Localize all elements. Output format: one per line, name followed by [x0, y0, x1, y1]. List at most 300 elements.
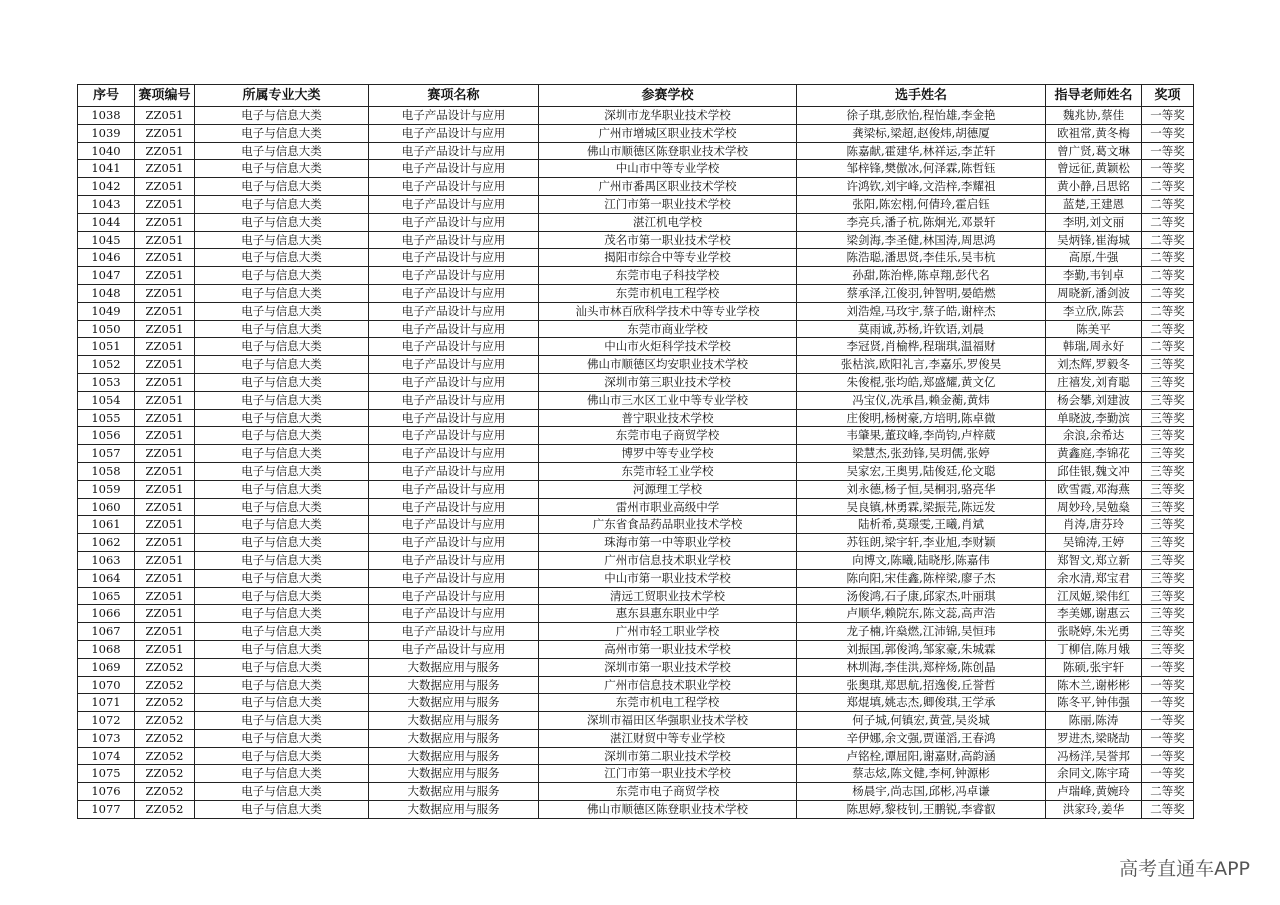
- cell-award: 二等奖: [1142, 338, 1194, 356]
- cell-contestants: 何子城,何镇宏,黄萱,吴炎城: [797, 712, 1046, 730]
- table-row: [78, 231, 1194, 249]
- cell-school: 湛江财贸中等专业学校: [539, 729, 797, 747]
- cell-school: 普宁职业技术学校: [539, 409, 797, 427]
- cell-school: 佛山市顺德区均安职业技术学校: [539, 356, 797, 374]
- table-row: [78, 587, 1194, 605]
- cell-school: 惠东县惠东职业中学: [539, 605, 797, 623]
- cell-contestants: 陈浩聪,潘思贤,李佳乐,吴韦杭: [797, 249, 1046, 267]
- cell-event-code: ZZ051: [135, 516, 195, 534]
- cell-instructors: 欧雪霞,邓海燕: [1046, 480, 1142, 498]
- cell-index: 1054: [78, 391, 135, 409]
- header-event-code: 赛项编号: [135, 85, 195, 107]
- cell-index: 1044: [78, 213, 135, 231]
- cell-category: 电子与信息大类: [195, 249, 369, 267]
- cell-instructors: 周晓新,潘剑波: [1046, 284, 1142, 302]
- cell-school: 深圳市福田区华强职业技术学校: [539, 712, 797, 730]
- cell-award: 三等奖: [1142, 551, 1194, 569]
- cell-instructors: 陈硕,张宇轩: [1046, 658, 1142, 676]
- cell-school: 东莞市电子科技学校: [539, 267, 797, 285]
- cell-event-code: ZZ051: [135, 551, 195, 569]
- table-row: [78, 498, 1194, 516]
- table-row: [78, 623, 1194, 641]
- cell-index: 1065: [78, 587, 135, 605]
- cell-contestants: 陈思婷,黎枝钊,王鹏锐,李睿叡: [797, 801, 1046, 819]
- cell-event-name: 大数据应用与服务: [369, 676, 539, 694]
- cell-school: 揭阳市综合中等专业学校: [539, 249, 797, 267]
- table-row: [78, 284, 1194, 302]
- cell-instructors: 曾广贤,葛文琳: [1046, 142, 1142, 160]
- cell-event-code: ZZ051: [135, 427, 195, 445]
- cell-event-code: ZZ052: [135, 729, 195, 747]
- cell-category: 电子与信息大类: [195, 605, 369, 623]
- header-category: 所属专业大类: [195, 85, 369, 107]
- cell-category: 电子与信息大类: [195, 445, 369, 463]
- cell-contestants: 朱俊棍,张均皓,郑盛耀,黄文亿: [797, 373, 1046, 391]
- cell-contestants: 陈嘉献,霍建华,林祥运,李芷轩: [797, 142, 1046, 160]
- cell-contestants: 陈向阳,宋佳鑫,陈梓梁,廖子杰: [797, 569, 1046, 587]
- cell-category: 电子与信息大类: [195, 160, 369, 178]
- cell-contestants: 许鸿钦,刘宇峰,文浩梓,李耀祖: [797, 178, 1046, 196]
- cell-school: 广东省食品药品职业技术学校: [539, 516, 797, 534]
- cell-award: 三等奖: [1142, 605, 1194, 623]
- table-row: [78, 124, 1194, 142]
- cell-award: 一等奖: [1142, 107, 1194, 125]
- cell-event-name: 大数据应用与服务: [369, 729, 539, 747]
- cell-event-code: ZZ051: [135, 231, 195, 249]
- cell-contestants: 龚梁标,梁超,赵俊炜,胡德厦: [797, 124, 1046, 142]
- cell-contestants: 吴家宏,王奥男,陆俊廷,伦文聪: [797, 462, 1046, 480]
- table-row: [78, 801, 1194, 819]
- cell-category: 电子与信息大类: [195, 427, 369, 445]
- cell-school: 佛山市顺德区陈登职业技术学校: [539, 142, 797, 160]
- cell-category: 电子与信息大类: [195, 178, 369, 196]
- cell-contestants: 刘永德,杨子恒,吴桐羽,骆亮华: [797, 480, 1046, 498]
- cell-event-code: ZZ051: [135, 480, 195, 498]
- cell-category: 电子与信息大类: [195, 320, 369, 338]
- table-row: [78, 338, 1194, 356]
- cell-school: 广州市番禺区职业技术学校: [539, 178, 797, 196]
- cell-award: 二等奖: [1142, 267, 1194, 285]
- cell-category: 电子与信息大类: [195, 195, 369, 213]
- table-row: [78, 516, 1194, 534]
- cell-award: 三等奖: [1142, 373, 1194, 391]
- cell-school: 珠海市第一中等职业学校: [539, 534, 797, 552]
- cell-instructors: 丁柳信,陈月娥: [1046, 640, 1142, 658]
- cell-event-name: 电子产品设计与应用: [369, 462, 539, 480]
- table-row: [78, 551, 1194, 569]
- cell-school: 深圳市第三职业技术学校: [539, 373, 797, 391]
- table-row: [78, 694, 1194, 712]
- cell-category: 电子与信息大类: [195, 107, 369, 125]
- cell-event-code: ZZ052: [135, 694, 195, 712]
- cell-award: 一等奖: [1142, 160, 1194, 178]
- cell-event-code: ZZ051: [135, 320, 195, 338]
- cell-instructors: 郑智文,郑立新: [1046, 551, 1142, 569]
- cell-award: 三等奖: [1142, 569, 1194, 587]
- cell-index: 1070: [78, 676, 135, 694]
- cell-index: 1075: [78, 765, 135, 783]
- cell-event-name: 电子产品设计与应用: [369, 480, 539, 498]
- cell-event-name: 电子产品设计与应用: [369, 623, 539, 641]
- cell-event-code: ZZ051: [135, 498, 195, 516]
- cell-event-name: 电子产品设计与应用: [369, 213, 539, 231]
- cell-category: 电子与信息大类: [195, 302, 369, 320]
- cell-event-name: 电子产品设计与应用: [369, 356, 539, 374]
- cell-contestants: 张阳,陈宏栩,何倩玲,霍启钰: [797, 195, 1046, 213]
- table-row: [78, 747, 1194, 765]
- cell-instructors: 陈冬平,钟伟强: [1046, 694, 1142, 712]
- table-row: [78, 729, 1194, 747]
- table-row: [78, 320, 1194, 338]
- cell-index: 1038: [78, 107, 135, 125]
- cell-index: 1059: [78, 480, 135, 498]
- cell-event-code: ZZ052: [135, 801, 195, 819]
- cell-index: 1060: [78, 498, 135, 516]
- cell-instructors: 周妙玲,吴勉燊: [1046, 498, 1142, 516]
- cell-category: 电子与信息大类: [195, 747, 369, 765]
- cell-school: 广州市信息技术职业学校: [539, 676, 797, 694]
- cell-event-code: ZZ051: [135, 160, 195, 178]
- table-row: [78, 409, 1194, 427]
- cell-award: 一等奖: [1142, 747, 1194, 765]
- cell-event-code: ZZ051: [135, 338, 195, 356]
- cell-contestants: 李冠贤,肖榆桦,程瑞琪,温福财: [797, 338, 1046, 356]
- cell-award: 三等奖: [1142, 462, 1194, 480]
- cell-instructors: 刘杰辉,罗毅冬: [1046, 356, 1142, 374]
- cell-award: 三等奖: [1142, 498, 1194, 516]
- table-row: [78, 605, 1194, 623]
- header-index: 序号: [78, 85, 135, 107]
- table-row: [78, 480, 1194, 498]
- header-contestants: 选手姓名: [797, 85, 1046, 107]
- cell-school: 佛山市顺德区陈登职业技术学校: [539, 801, 797, 819]
- cell-category: 电子与信息大类: [195, 640, 369, 658]
- cell-category: 电子与信息大类: [195, 356, 369, 374]
- cell-school: 东莞市商业学校: [539, 320, 797, 338]
- cell-school: 广州市增城区职业技术学校: [539, 124, 797, 142]
- cell-index: 1056: [78, 427, 135, 445]
- cell-award: 一等奖: [1142, 765, 1194, 783]
- cell-event-code: ZZ051: [135, 391, 195, 409]
- cell-instructors: 陈木兰,谢彬彬: [1046, 676, 1142, 694]
- cell-event-code: ZZ051: [135, 373, 195, 391]
- cell-instructors: 余浪,余希达: [1046, 427, 1142, 445]
- cell-award: 三等奖: [1142, 427, 1194, 445]
- cell-instructors: 曾远征,黄颖松: [1046, 160, 1142, 178]
- cell-contestants: 刘浩煌,马玫宇,蔡子皓,谢梓杰: [797, 302, 1046, 320]
- cell-index: 1046: [78, 249, 135, 267]
- cell-category: 电子与信息大类: [195, 676, 369, 694]
- cell-school: 中山市中等专业学校: [539, 160, 797, 178]
- cell-event-name: 电子产品设计与应用: [369, 569, 539, 587]
- cell-event-name: 电子产品设计与应用: [369, 231, 539, 249]
- cell-category: 电子与信息大类: [195, 338, 369, 356]
- cell-contestants: 蔡承泽,江俊羽,钟智明,晏皓燃: [797, 284, 1046, 302]
- cell-event-code: ZZ051: [135, 605, 195, 623]
- table-row: [78, 213, 1194, 231]
- table-row: [78, 676, 1194, 694]
- cell-category: 电子与信息大类: [195, 712, 369, 730]
- cell-award: 二等奖: [1142, 249, 1194, 267]
- cell-event-name: 大数据应用与服务: [369, 712, 539, 730]
- cell-event-name: 电子产品设计与应用: [369, 427, 539, 445]
- cell-award: 一等奖: [1142, 729, 1194, 747]
- table-row: [78, 249, 1194, 267]
- cell-school: 江门市第一职业技术学校: [539, 765, 797, 783]
- cell-event-name: 电子产品设计与应用: [369, 160, 539, 178]
- cell-school: 清远工贸职业技术学校: [539, 587, 797, 605]
- cell-contestants: 张枯滨,欧阳礼言,李嘉乐,罗俊昊: [797, 356, 1046, 374]
- cell-category: 电子与信息大类: [195, 534, 369, 552]
- cell-school: 汕头市林百欣科学技术中等专业学校: [539, 302, 797, 320]
- watermark: 高考直通车APP: [1119, 858, 1250, 880]
- cell-category: 电子与信息大类: [195, 462, 369, 480]
- table-row: [78, 391, 1194, 409]
- cell-award: 二等奖: [1142, 231, 1194, 249]
- table-row: [78, 178, 1194, 196]
- cell-contestants: 郑焜填,姚志杰,卿俊琪,王学承: [797, 694, 1046, 712]
- cell-category: 电子与信息大类: [195, 142, 369, 160]
- cell-instructors: 黄鑫庭,李锦花: [1046, 445, 1142, 463]
- cell-category: 电子与信息大类: [195, 765, 369, 783]
- cell-event-code: ZZ051: [135, 302, 195, 320]
- cell-event-name: 大数据应用与服务: [369, 747, 539, 765]
- cell-contestants: 邹梓锋,樊傲冰,何泽霖,陈哲钰: [797, 160, 1046, 178]
- cell-award: 三等奖: [1142, 640, 1194, 658]
- cell-category: 电子与信息大类: [195, 783, 369, 801]
- cell-event-code: ZZ052: [135, 658, 195, 676]
- table-row: [78, 302, 1194, 320]
- cell-instructors: 吴炳锋,崔海城: [1046, 231, 1142, 249]
- cell-index: 1039: [78, 124, 135, 142]
- cell-school: 深圳市第二职业技术学校: [539, 747, 797, 765]
- award-table: [77, 84, 1194, 819]
- cell-index: 1063: [78, 551, 135, 569]
- cell-event-code: ZZ051: [135, 213, 195, 231]
- cell-category: 电子与信息大类: [195, 658, 369, 676]
- table-row: [78, 658, 1194, 676]
- cell-category: 电子与信息大类: [195, 729, 369, 747]
- cell-event-code: ZZ052: [135, 765, 195, 783]
- table-body: [78, 107, 1194, 819]
- cell-award: 二等奖: [1142, 783, 1194, 801]
- cell-contestants: 卢顺华,赖院东,陈文蕊,高声浩: [797, 605, 1046, 623]
- cell-index: 1074: [78, 747, 135, 765]
- cell-contestants: 林圳海,李佳洪,郑梓炀,陈创晶: [797, 658, 1046, 676]
- cell-contestants: 张奥琪,郑思航,招逸俊,丘誉哲: [797, 676, 1046, 694]
- cell-contestants: 莫雨诚,苏杨,许钦语,刘晨: [797, 320, 1046, 338]
- cell-event-name: 电子产品设计与应用: [369, 534, 539, 552]
- cell-school: 高州市第一职业技术学校: [539, 640, 797, 658]
- cell-index: 1047: [78, 267, 135, 285]
- table-row: [78, 640, 1194, 658]
- cell-contestants: 陆析希,莫璟雯,王曦,肖斌: [797, 516, 1046, 534]
- cell-contestants: 韦肇果,董玟峰,李尚钧,卢梓葳: [797, 427, 1046, 445]
- cell-instructors: 余水清,郑宝君: [1046, 569, 1142, 587]
- table-row: [78, 142, 1194, 160]
- cell-school: 中山市火炬科学技术学校: [539, 338, 797, 356]
- cell-category: 电子与信息大类: [195, 267, 369, 285]
- cell-event-name: 大数据应用与服务: [369, 801, 539, 819]
- cell-event-code: ZZ051: [135, 587, 195, 605]
- cell-index: 1040: [78, 142, 135, 160]
- cell-school: 茂名市第一职业技术学校: [539, 231, 797, 249]
- cell-event-code: ZZ051: [135, 445, 195, 463]
- cell-instructors: 张晓婷,朱光勇: [1046, 623, 1142, 641]
- cell-index: 1076: [78, 783, 135, 801]
- cell-event-code: ZZ051: [135, 195, 195, 213]
- cell-index: 1062: [78, 534, 135, 552]
- cell-event-code: ZZ051: [135, 569, 195, 587]
- cell-award: 三等奖: [1142, 409, 1194, 427]
- cell-index: 1048: [78, 284, 135, 302]
- cell-event-code: ZZ051: [135, 267, 195, 285]
- cell-contestants: 苏钰朗,梁宇轩,李业旭,李财颖: [797, 534, 1046, 552]
- header-instructors: 指导老师姓名: [1046, 85, 1142, 107]
- table-row: [78, 712, 1194, 730]
- cell-award: 二等奖: [1142, 213, 1194, 231]
- cell-index: 1052: [78, 356, 135, 374]
- cell-event-name: 电子产品设计与应用: [369, 338, 539, 356]
- cell-event-code: ZZ051: [135, 178, 195, 196]
- cell-contestants: 刘振国,郭俊鸿,邹家豪,朱城霖: [797, 640, 1046, 658]
- cell-event-name: 电子产品设计与应用: [369, 267, 539, 285]
- cell-event-code: ZZ052: [135, 747, 195, 765]
- table-row: [78, 107, 1194, 125]
- cell-instructors: 黄小静,吕思铭: [1046, 178, 1142, 196]
- cell-instructors: 庄禧发,刘育聪: [1046, 373, 1142, 391]
- cell-school: 中山市第一职业技术学校: [539, 569, 797, 587]
- cell-index: 1045: [78, 231, 135, 249]
- cell-category: 电子与信息大类: [195, 516, 369, 534]
- header-award: 奖项: [1142, 85, 1194, 107]
- cell-event-name: 电子产品设计与应用: [369, 249, 539, 267]
- cell-contestants: 卢铭栓,谭屈阳,谢嘉财,高韵涵: [797, 747, 1046, 765]
- cell-award: 二等奖: [1142, 302, 1194, 320]
- cell-school: 河源理工学校: [539, 480, 797, 498]
- cell-school: 广州市信息技术职业学校: [539, 551, 797, 569]
- cell-contestants: 梁剑海,李圣健,林国涛,周思鸿: [797, 231, 1046, 249]
- cell-event-name: 电子产品设计与应用: [369, 640, 539, 658]
- cell-event-name: 电子产品设计与应用: [369, 195, 539, 213]
- cell-instructors: 高原,牛强: [1046, 249, 1142, 267]
- cell-index: 1050: [78, 320, 135, 338]
- cell-instructors: 江凤姬,梁伟红: [1046, 587, 1142, 605]
- cell-award: 三等奖: [1142, 445, 1194, 463]
- cell-event-name: 电子产品设计与应用: [369, 107, 539, 125]
- cell-school: 东莞市机电工程学校: [539, 284, 797, 302]
- cell-event-name: 电子产品设计与应用: [369, 587, 539, 605]
- cell-category: 电子与信息大类: [195, 801, 369, 819]
- cell-event-name: 大数据应用与服务: [369, 694, 539, 712]
- cell-contestants: 徐子琪,彭欣怡,程怡雄,李金艳: [797, 107, 1046, 125]
- cell-contestants: 向博文,陈曦,陆晓彤,陈嘉伟: [797, 551, 1046, 569]
- cell-award: 三等奖: [1142, 480, 1194, 498]
- cell-instructors: 罗进杰,梁晓劼: [1046, 729, 1142, 747]
- table-row: [78, 462, 1194, 480]
- cell-index: 1057: [78, 445, 135, 463]
- cell-award: 二等奖: [1142, 284, 1194, 302]
- cell-event-name: 电子产品设计与应用: [369, 445, 539, 463]
- table-row: [78, 427, 1194, 445]
- cell-instructors: 李勤,韦钊卓: [1046, 267, 1142, 285]
- cell-school: 博罗中等专业学校: [539, 445, 797, 463]
- cell-category: 电子与信息大类: [195, 480, 369, 498]
- cell-award: 三等奖: [1142, 516, 1194, 534]
- cell-award: 一等奖: [1142, 694, 1194, 712]
- cell-event-code: ZZ051: [135, 356, 195, 374]
- cell-award: 二等奖: [1142, 195, 1194, 213]
- table-row: [78, 783, 1194, 801]
- cell-event-name: 电子产品设计与应用: [369, 498, 539, 516]
- cell-event-name: 电子产品设计与应用: [369, 516, 539, 534]
- cell-instructors: 吴锦涛,王婷: [1046, 534, 1142, 552]
- cell-index: 1073: [78, 729, 135, 747]
- cell-instructors: 陈丽,陈涛: [1046, 712, 1142, 730]
- cell-contestants: 杨晨宇,尚志国,邱彬,冯卓谦: [797, 783, 1046, 801]
- cell-category: 电子与信息大类: [195, 213, 369, 231]
- cell-award: 一等奖: [1142, 676, 1194, 694]
- header-school: 参赛学校: [539, 85, 797, 107]
- cell-award: 二等奖: [1142, 801, 1194, 819]
- cell-event-name: 电子产品设计与应用: [369, 551, 539, 569]
- cell-index: 1067: [78, 623, 135, 641]
- cell-instructors: 邱佳银,魏文冲: [1046, 462, 1142, 480]
- cell-index: 1058: [78, 462, 135, 480]
- cell-index: 1072: [78, 712, 135, 730]
- cell-instructors: 李立欣,陈芸: [1046, 302, 1142, 320]
- cell-award: 三等奖: [1142, 356, 1194, 374]
- cell-index: 1042: [78, 178, 135, 196]
- cell-event-code: ZZ052: [135, 712, 195, 730]
- cell-instructors: 冯杨洋,吴誉邦: [1046, 747, 1142, 765]
- table-row: [78, 267, 1194, 285]
- table-row: [78, 356, 1194, 374]
- cell-index: 1061: [78, 516, 135, 534]
- cell-event-code: ZZ051: [135, 284, 195, 302]
- table-row: [78, 160, 1194, 178]
- cell-instructors: 魏兆协,蔡佳: [1046, 107, 1142, 125]
- cell-contestants: 龙子楠,许燊燃,江沛锦,吴恒玮: [797, 623, 1046, 641]
- cell-event-code: ZZ051: [135, 534, 195, 552]
- table-row: [78, 534, 1194, 552]
- cell-instructors: 欧祖常,黄冬梅: [1046, 124, 1142, 142]
- cell-index: 1069: [78, 658, 135, 676]
- cell-category: 电子与信息大类: [195, 284, 369, 302]
- cell-event-name: 电子产品设计与应用: [369, 373, 539, 391]
- cell-event-name: 电子产品设计与应用: [369, 409, 539, 427]
- cell-instructors: 洪家玲,姜华: [1046, 801, 1142, 819]
- cell-event-name: 电子产品设计与应用: [369, 605, 539, 623]
- table-row: [78, 373, 1194, 391]
- table-row: [78, 445, 1194, 463]
- cell-school: 东莞市机电工程学校: [539, 694, 797, 712]
- cell-contestants: 孙甜,陈治桦,陈卓翔,彭代名: [797, 267, 1046, 285]
- cell-school: 佛山市三水区工业中等专业学校: [539, 391, 797, 409]
- cell-event-code: ZZ051: [135, 124, 195, 142]
- cell-event-name: 电子产品设计与应用: [369, 302, 539, 320]
- cell-index: 1055: [78, 409, 135, 427]
- cell-contestants: 冯宝仪,冼承昌,赖金蘅,黄炜: [797, 391, 1046, 409]
- cell-contestants: 李亮兵,潘子杭,陈炯光,邓景轩: [797, 213, 1046, 231]
- cell-instructors: 肖涛,唐芬玲: [1046, 516, 1142, 534]
- header-event-name: 赛项名称: [369, 85, 539, 107]
- cell-event-name: 电子产品设计与应用: [369, 178, 539, 196]
- table-row: [78, 765, 1194, 783]
- cell-award: 三等奖: [1142, 623, 1194, 641]
- table-header-row: [78, 85, 1194, 107]
- cell-category: 电子与信息大类: [195, 498, 369, 516]
